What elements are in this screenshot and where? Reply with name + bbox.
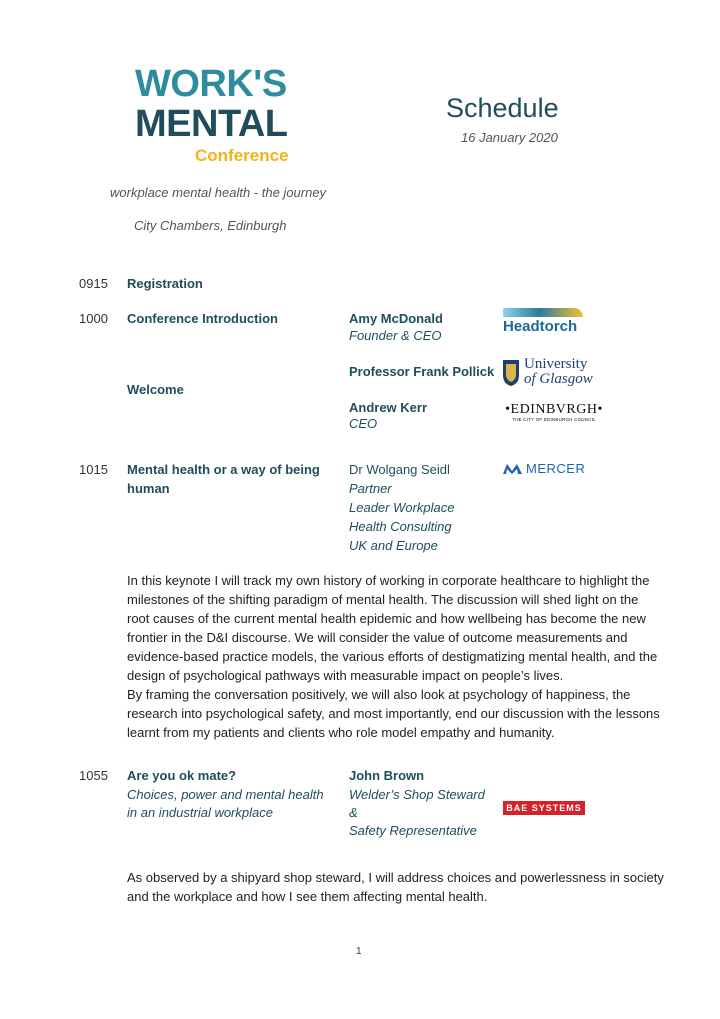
desc-line: research into psychological safety, and most importantly, end our discussion with the lessons [127, 706, 660, 721]
desc-line: By framing the conversation positively, we will also look at psychology of happiness, the [127, 687, 631, 702]
desc-line: In this keynote I will track my own history of working in corporate healthcare to highlight the [127, 573, 650, 588]
glasgow-line-1: University [524, 356, 588, 372]
page-number: 1 [356, 946, 362, 957]
keynote-title-line-2: human [127, 481, 170, 496]
bae-systems-logo: BAE SYSTEMS [503, 801, 585, 815]
event-date: 16 January 2020 [461, 130, 558, 145]
speaker-role-line-3: Health Consulting [349, 519, 452, 534]
mercer-mark-icon [503, 464, 522, 474]
glasgow-line-2: of Glasgow [524, 371, 593, 387]
speaker-name: Amy McDonald [349, 311, 443, 326]
desc-line: frontier in the D&I discourse. We will consider the value of outcome measurements and [127, 630, 628, 645]
speaker-role-line-1: Welder’s Shop Steward [349, 787, 485, 802]
okmate-time: 1055 [79, 768, 108, 783]
desc-line: evidence-based practice models, the various efforts of destigmatizing mental health, and the [127, 649, 658, 664]
desc-line: design of psychological pathways with measurable impact on people’s lives. [127, 668, 564, 683]
okmate-description [127, 868, 671, 906]
edinburgh-wordmark: •EDINBVRGH• [505, 402, 603, 417]
mercer-logo [503, 461, 585, 476]
desc-line: learnt from my patients and clients who role model empathy and humanity. [127, 725, 555, 740]
logo-line-1: WORK'S [135, 63, 287, 105]
speaker-role: CEO [349, 416, 378, 431]
glasgow-crest-icon [502, 359, 520, 387]
headtorch-logo [503, 308, 583, 335]
logo-line-3: Conference [195, 146, 289, 165]
keynote-title-line-1: Mental health or a way of being [127, 462, 320, 477]
welcome-title: Welcome [127, 382, 184, 397]
conference-logo [135, 64, 289, 166]
mercer-wordmark: MERCER [526, 461, 586, 476]
okmate-subtitle-line-2: in an industrial workplace [127, 805, 273, 820]
tagline: workplace mental health - the journey [110, 185, 327, 200]
edinburgh-subtitle: THE CITY OF EDINBURGH COUNCIL [512, 417, 596, 422]
speaker-name: John Brown [349, 768, 425, 783]
okmate-title: Are you ok mate? [127, 768, 237, 783]
headtorch-beam-icon [503, 308, 583, 317]
intro-title: Conference Introduction [127, 311, 278, 326]
keynote-description [127, 571, 671, 742]
headtorch-wordmark: Headtorch [503, 318, 578, 335]
desc-line: As observed by a shipyard shop steward, I will address choices and powerlessness in society [127, 870, 664, 885]
speaker-role-line-2: Leader Workplace [349, 500, 455, 515]
speaker-role-line-4: UK and Europe [349, 538, 438, 553]
venue: City Chambers, Edinburgh [134, 218, 287, 233]
intro-time: 1000 [79, 311, 108, 326]
desc-line: root causes of the current mental health epidemic and how wellbeing has become the new [127, 611, 646, 626]
desc-line: milestones of the shifting paradigm of mental health. The discussion will shed light on the [127, 592, 639, 607]
speaker-role-line-2: & [349, 805, 358, 820]
speaker-name: Andrew Kerr [349, 400, 428, 415]
speaker-role: Founder & CEO [349, 328, 442, 343]
page-title: Schedule [446, 93, 559, 123]
speaker-name: Professor Frank Pollick [349, 364, 495, 379]
desc-line: and the workplace and how I see them affecting mental health. [127, 889, 488, 904]
speaker-role-line-3: Safety Representative [349, 823, 477, 838]
edinburgh-council-logo [504, 402, 604, 422]
university-of-glasgow-logo [502, 357, 594, 389]
registration-time: 0915 [79, 276, 108, 291]
okmate-subtitle-line-1: Choices, power and mental health [127, 787, 324, 802]
registration-title: Registration [127, 276, 203, 291]
speaker-role-line-1: Partner [349, 481, 392, 496]
keynote-time: 1015 [79, 462, 108, 477]
speaker-name: Dr Wolgang Seidl [349, 462, 450, 477]
logo-line-2: MENTAL [135, 103, 288, 145]
